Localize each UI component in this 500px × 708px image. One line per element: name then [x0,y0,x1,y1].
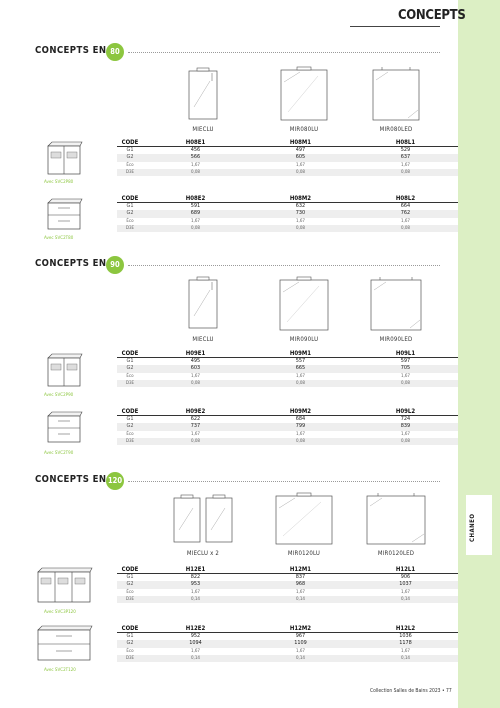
table-cell: 0,14 [248,596,353,603]
table-cell: 0,08 [248,169,353,176]
cabinet-label: Avec SVC2T90 [44,451,74,456]
table-cell: 1,67 [143,589,248,596]
table-cell: 495 [143,358,248,366]
size-badge-120: 120 [106,472,124,490]
price-table [117,195,458,232]
table-cell: 730 [248,210,353,217]
table-cell: 1094 [143,640,248,647]
table-cell: 1,67 [353,218,458,225]
row-label: G2 [117,154,143,161]
cabinet-drawers-icon [44,410,84,446]
mirror-led-backlit-icon [372,66,420,122]
row-label: G2 [117,640,143,647]
row-label: D3E [117,380,143,387]
table-header: H12E1 [185,566,206,573]
header-rule [350,26,440,27]
row-label: G1 [117,203,143,211]
table-cell: 0,08 [353,225,458,232]
table-cell: 1,67 [353,431,458,438]
table-cell: 967 [248,633,353,641]
table-cell: 724 [353,416,458,424]
cabinet-label: Avec SVC2T80 [44,236,74,241]
table-header-code: CODE [121,350,139,357]
row-label: Éco [117,162,143,169]
size-badge-90: 90 [106,256,124,274]
row-label: G2 [117,581,143,588]
table-cell: 1,67 [353,373,458,380]
table-cell: 1,67 [248,162,353,169]
table-header-code: CODE [121,139,139,146]
table-cell: 0,08 [353,438,458,445]
table-header: H08L2 [395,195,416,202]
cabinet-drawers-icon [44,197,84,233]
table-cell: 1,67 [248,373,353,380]
table-cell: 0,14 [353,596,458,603]
row-label: D3E [117,169,143,176]
mirror-label-mieclu-x2: MIECLU x 2 [186,550,220,557]
table-cell: 664 [353,203,458,211]
table-cell: 1,67 [353,589,458,596]
side-color-band [458,0,500,708]
table-cell: 0,08 [248,225,353,232]
table-cell: 637 [353,154,458,161]
mirror-mieclu-icon [188,67,218,121]
table-cell: 622 [143,416,248,424]
table-cell: 0,08 [143,225,248,232]
table-cell: 0,08 [143,438,248,445]
table-cell: 689 [143,210,248,217]
table-cell: 597 [353,358,458,366]
table-cell: 1,67 [248,648,353,655]
table-cell: 0,08 [353,380,458,387]
size-badge-80: 80 [106,43,124,61]
table-header: H09M1 [289,350,312,357]
table-cell: 0,08 [353,169,458,176]
table-header-code: CODE [121,408,139,415]
table-cell: 0,14 [143,655,248,662]
section-divider [128,481,440,482]
cabinet-drawers-icon [34,624,94,664]
table-cell: 1,67 [248,218,353,225]
mirror-mieclu-icon [188,276,218,330]
table-cell: 952 [143,633,248,641]
row-label: G1 [117,416,143,424]
table-header: H08E2 [185,195,206,202]
table-cell: 1036 [353,633,458,641]
table-cell: 0,08 [143,169,248,176]
table-cell: 1178 [353,640,458,647]
cabinet-label: Avec SVC3P120 [44,610,76,615]
row-label: D3E [117,438,143,445]
cabinet-label: Avec SVC2P80 [44,180,74,185]
mirror-led-backlit-icon [370,276,422,332]
table-header: H08M1 [289,139,312,146]
table-cell: 684 [248,416,353,424]
cabinet-doors-icon [34,566,94,606]
table-cell: 632 [248,203,353,211]
price-table [117,566,458,603]
table-cell: 1,67 [143,162,248,169]
table-cell: 603 [143,365,248,372]
table-cell: 497 [248,147,353,155]
table-cell: 968 [248,581,353,588]
table-cell: 557 [248,358,353,366]
mirror-label-mieclu: MIECLU [192,126,214,133]
table-header: H08M2 [289,195,312,202]
cabinet-doors-icon [44,140,84,178]
mirror-label-mir0120led: MIR0120LED [377,550,415,557]
section-divider [128,265,440,266]
table-cell: 0,14 [353,655,458,662]
row-label: Éco [117,373,143,380]
row-label: Éco [117,431,143,438]
table-header: H09L1 [395,350,416,357]
table-cell: 1,67 [143,431,248,438]
table-header: H09E2 [185,408,206,415]
table-header: H09L2 [395,408,416,415]
table-cell: 1,67 [353,648,458,655]
table-cell: 1109 [248,640,353,647]
table-cell: 762 [353,210,458,217]
table-header: H08E1 [185,139,206,146]
table-header: H12E2 [185,625,206,632]
table-header: H12M1 [289,566,312,573]
table-cell: 605 [248,154,353,161]
table-cell: 953 [143,581,248,588]
table-cell: 1,67 [143,648,248,655]
row-label: D3E [117,225,143,232]
side-range-label: CHANEO [469,513,476,542]
table-header: H12L1 [395,566,416,573]
row-label: G1 [117,633,143,641]
mirror-label-mir080led: MIR080LED [379,126,413,133]
table-cell: 705 [353,365,458,372]
section-title-90: CONCEPTS EN [35,258,107,269]
table-header-code: CODE [121,625,139,632]
table-cell: 456 [143,147,248,155]
table-cell: 1,67 [353,162,458,169]
table-cell: 0,14 [143,596,248,603]
price-table [117,139,458,176]
table-cell: 1,67 [143,218,248,225]
table-cell: 1037 [353,581,458,588]
row-label: Éco [117,589,143,596]
table-cell: 0,08 [143,380,248,387]
table-header: H08L1 [395,139,416,146]
row-label: G2 [117,423,143,430]
mirror-label-mir090lu: MIR090LU [289,336,319,343]
price-table [117,350,458,387]
table-header: H09M2 [289,408,312,415]
table-header-code: CODE [121,566,139,573]
row-label: G1 [117,574,143,582]
table-cell: 0,08 [248,438,353,445]
section-divider [128,52,440,53]
row-label: Éco [117,218,143,225]
mirror-led-panel-icon [275,492,333,546]
table-cell: 799 [248,423,353,430]
row-label: G2 [117,210,143,217]
row-label: G1 [117,147,143,155]
table-cell: 665 [248,365,353,372]
row-label: Éco [117,648,143,655]
table-cell: 737 [143,423,248,430]
mirror-label-mieclu: MIECLU [192,336,214,343]
table-cell: 566 [143,154,248,161]
mirror-label-mir090led: MIR090LED [379,336,413,343]
table-cell: 906 [353,574,458,582]
row-label: D3E [117,655,143,662]
mirror-mieclu-pair-icon [173,494,235,544]
table-header-code: CODE [121,195,139,202]
mirror-led-panel-icon [279,276,329,332]
table-cell: 839 [353,423,458,430]
mirror-label-mir080lu: MIR080LU [289,126,319,133]
table-cell: 0,14 [248,655,353,662]
cabinet-label: Avec SVC2P90 [44,393,74,398]
table-cell: 837 [248,574,353,582]
table-cell: 1,67 [248,589,353,596]
cabinet-doors-icon [44,352,84,390]
table-header: H09E1 [185,350,206,357]
row-label: G2 [117,365,143,372]
mirror-label-mir0120lu: MIR0120LU [287,550,321,557]
section-title-80: CONCEPTS EN [35,45,107,56]
mirror-led-panel-icon [280,66,328,122]
page-title: CONCEPTS [398,8,466,23]
row-label: G1 [117,358,143,366]
table-cell: 0,08 [248,380,353,387]
table-header: H12L2 [395,625,416,632]
page-footer: Collection Salles de Bains 2023 • 77 [370,688,452,694]
section-title-120: CONCEPTS EN [35,474,107,485]
price-table [117,408,458,445]
table-cell: 529 [353,147,458,155]
price-table [117,625,458,662]
row-label: D3E [117,596,143,603]
cabinet-label: Avec SVC2T120 [44,668,76,673]
table-cell: 1,67 [248,431,353,438]
mirror-led-backlit-icon [366,492,426,546]
table-cell: 822 [143,574,248,582]
table-cell: 591 [143,203,248,211]
table-cell: 1,67 [143,373,248,380]
table-header: H12M2 [289,625,312,632]
